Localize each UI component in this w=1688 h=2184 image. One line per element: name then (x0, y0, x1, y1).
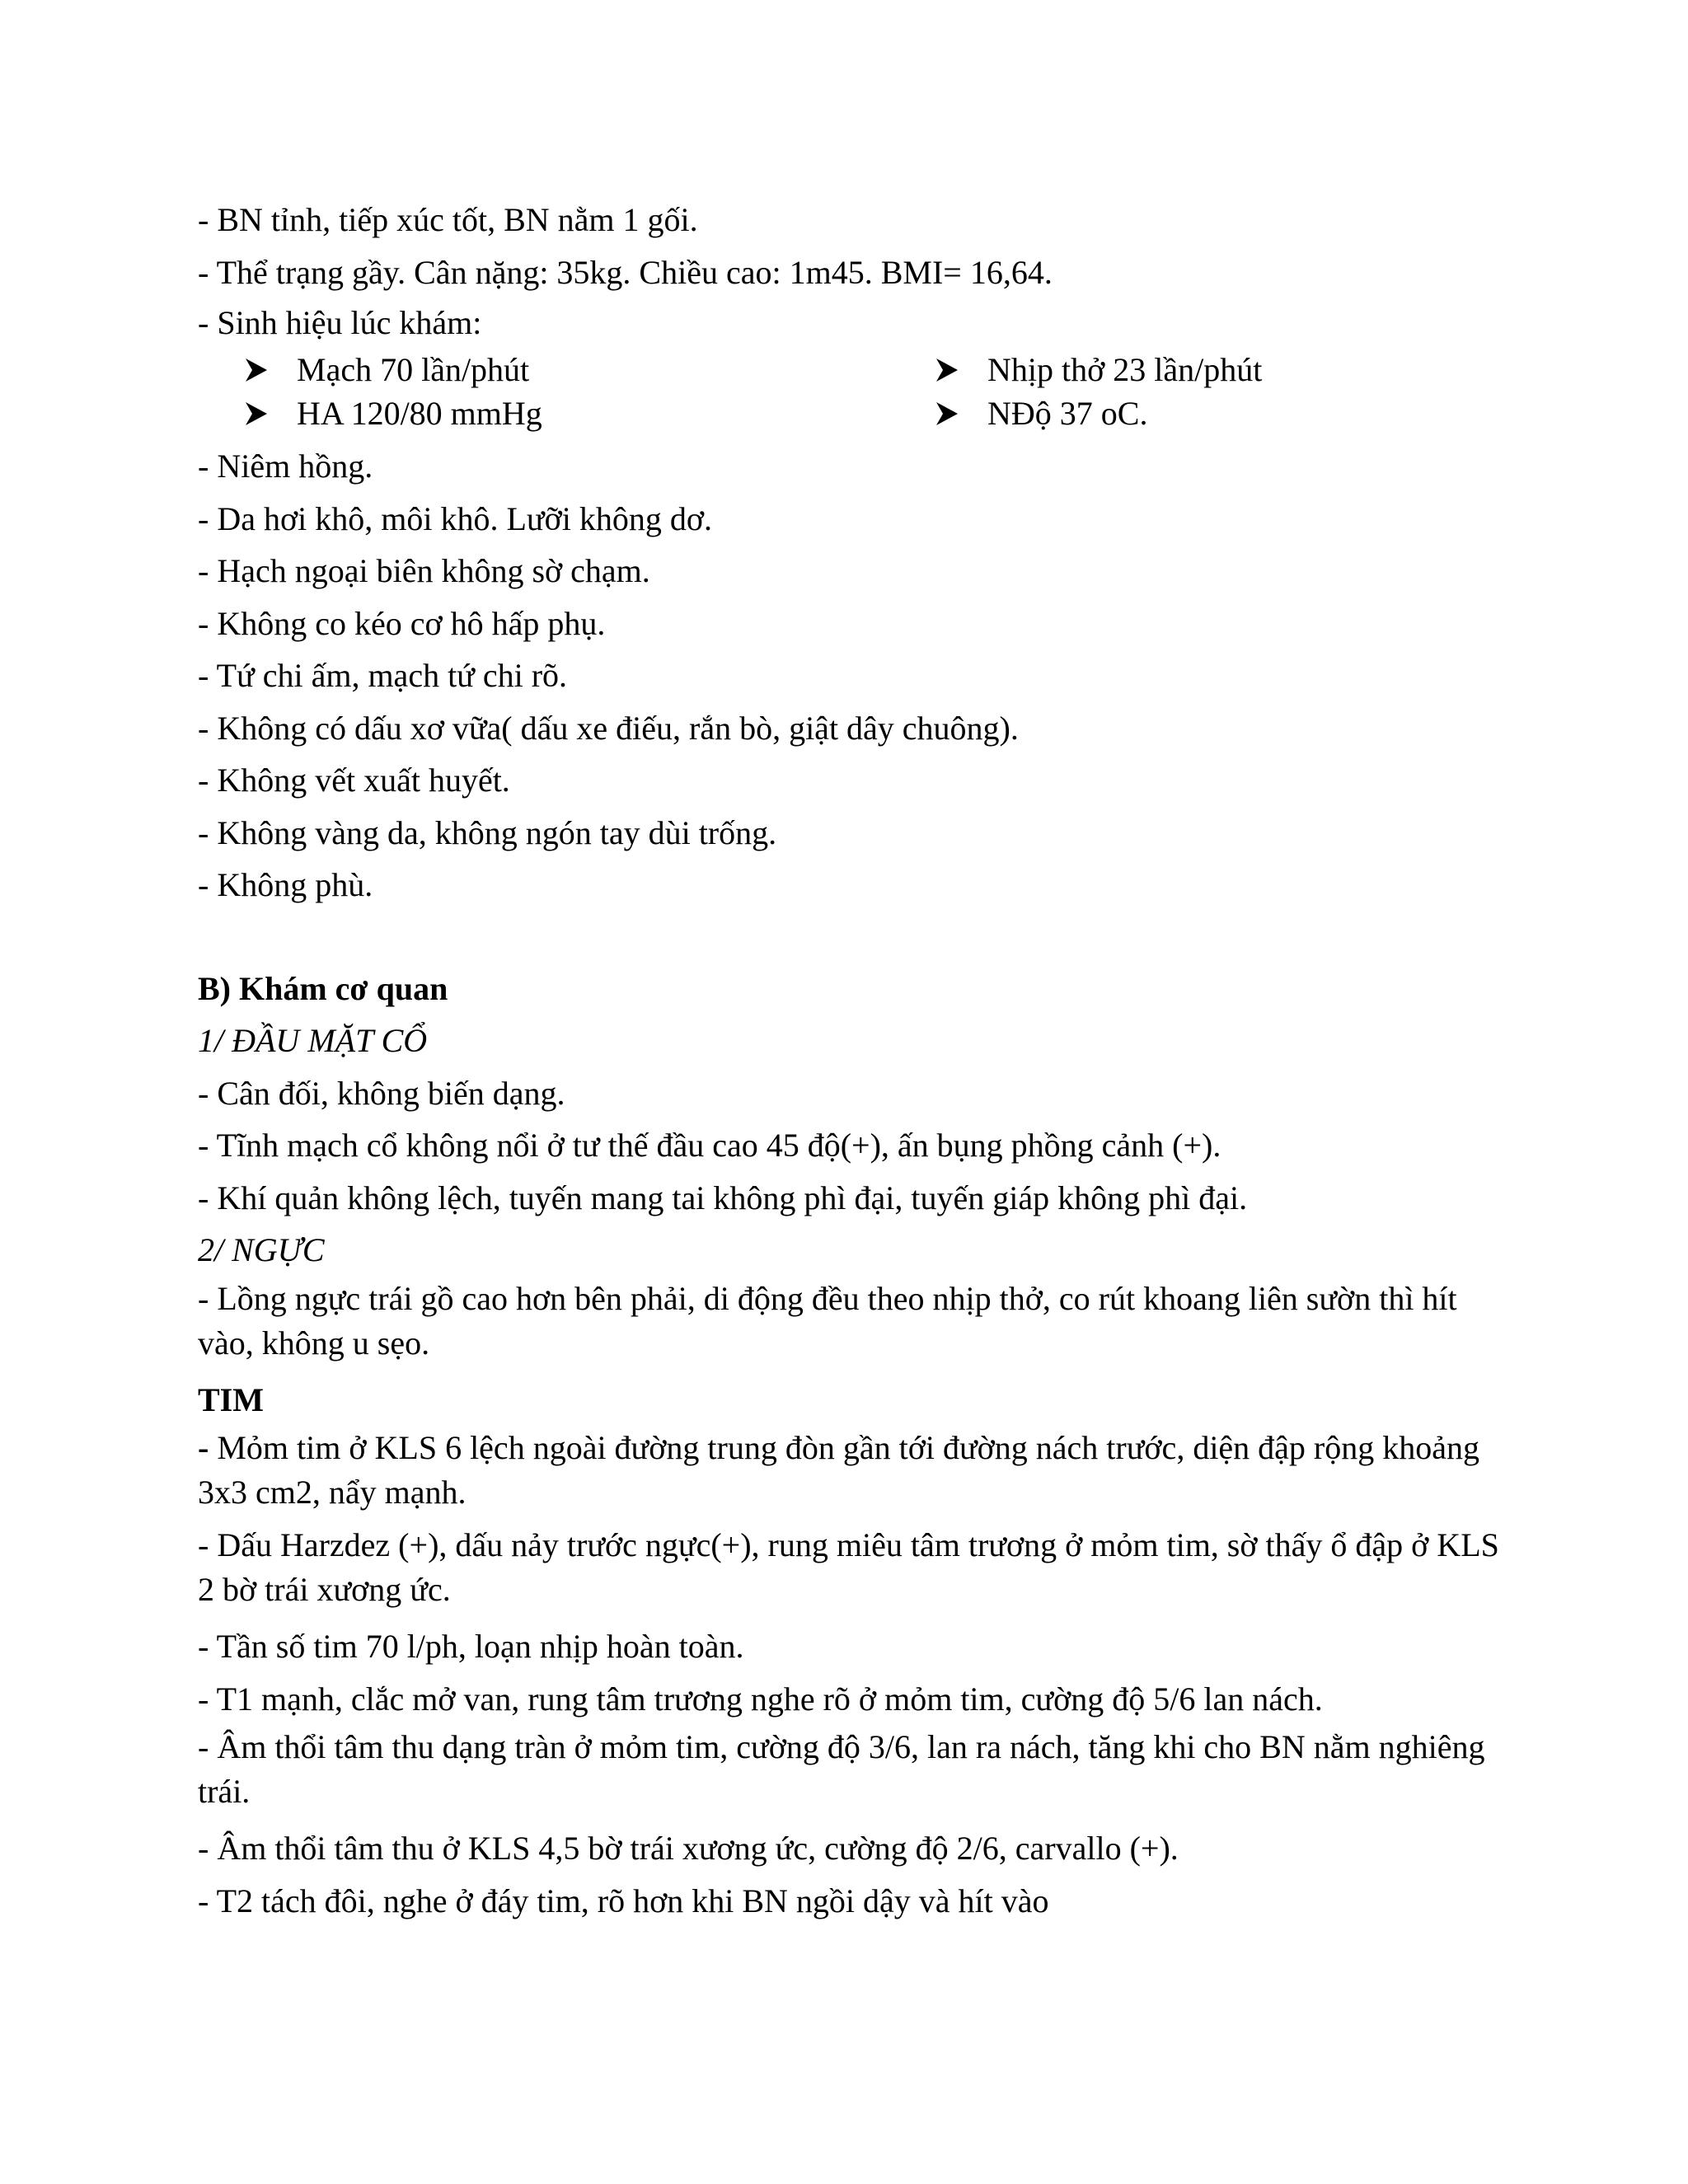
text-line: - Khí quản không lệch, tuyến mang tai không phì đại, tuyến giáp không phì đại. (198, 1179, 1248, 1216)
text-line: - Không co kéo cơ hô hấp phụ. (198, 604, 606, 642)
vital-item (244, 391, 935, 435)
text-line: - Da hơi khô, môi khô. Lưỡi không dơ. (198, 499, 712, 537)
paragraph (198, 1426, 1500, 1515)
paragraph: - Âm thổi tâm thu dạng tràn ở mỏm tim, cường độ 3/6, lan ra nách, tăng khi cho BN nằm nghiêng trái. (198, 1728, 1485, 1810)
vital-item (935, 391, 1500, 435)
text-line: - BN tỉnh, tiếp xúc tốt, BN nằm 1 gối. (198, 201, 698, 238)
vital-text: Nhịp thở 23 lần/phút (987, 351, 1263, 388)
vital-signs-list (244, 348, 1500, 435)
subsection-heading: TIM (198, 1380, 264, 1418)
text-line: - Niêm hồng. (198, 448, 373, 485)
vital-text: Mạch 70 lần/phút (297, 351, 530, 388)
arrow-bullet-icon (244, 401, 269, 427)
text-line: - T2 tách đôi, nghe ở đáy tim, rõ hơn khi BN ngồi dậy và hít vào (198, 1882, 1049, 1919)
arrow-bullet-icon (244, 357, 269, 383)
text-line: - Tứ chi ấm, mạch tứ chi rõ. (198, 657, 568, 694)
text-line: - T1 mạnh, clắc mở van, rung tâm trương nghe rõ ở mỏm tim, cường độ 5/6 lan nách. (198, 1680, 1323, 1718)
arrow-bullet-icon (935, 401, 959, 427)
text-line: - Không vàng da, không ngón tay dùi trống. (198, 813, 777, 851)
dash: - (198, 1429, 209, 1466)
text-line: - Âm thổi tâm thu ở KLS 4,5 bờ trái xương ức, cường độ 2/6, carvallo (+). (198, 1830, 1179, 1867)
vital-text: HA 120/80 mmHg (297, 395, 542, 432)
text-line: - Cân đối, không biến dạng. (198, 1074, 565, 1112)
vital-item (935, 348, 1500, 391)
text-line: - Tần số tim 70 l/ph, loạn nhịp hoàn toàn. (198, 1628, 744, 1665)
section-heading: B) Khám cơ quan (198, 969, 448, 1007)
paragraph: - Dấu Harzdez (+), dấu nảy trước ngực(+), rung miêu tâm trương ở mỏm tim, sờ thấy ổ đập ở KLS 2 bờ trái xương ức. (198, 1526, 1499, 1608)
text-line: - Thể trạng gầy. Cân nặng: 35kg. Chiều cao: 1m45. BMI= 16,64. (198, 253, 1053, 291)
text-line: - Không phù. (198, 866, 373, 903)
paragraph-text: Mỏm tim ở KLS 6 lệch ngoài đường trung đòn gần tới đường nách trước, diện đập rộng khoảng 3x3 cm2, nẩy mạnh. (198, 1429, 1480, 1511)
text-line: - Sinh hiệu lúc khám: (198, 304, 482, 341)
subsection-heading: 1/ ĐẦU MẶT CỔ (198, 1022, 428, 1059)
document-page (198, 194, 1500, 1927)
text-line: - Tĩnh mạch cổ không nổi ở tư thế đầu cao 45 độ(+), ấn bụng phồng cảnh (+). (198, 1127, 1221, 1164)
text-line: - Không có dấu xơ vữa( dấu xe điếu, rắn bò, giật dây chuông). (198, 709, 1019, 747)
subsection-heading: 2/ NGỰC (198, 1231, 325, 1268)
vital-item (244, 348, 935, 391)
paragraph: - Lồng ngực trái gồ cao hơn bên phải, di động đều theo nhịp thở, co rút khoang liên sườn thì hít vào, không u sẹo. (198, 1279, 1457, 1361)
text-line: - Không vết xuất huyết. (198, 762, 510, 799)
text-line: - Hạch ngoại biên không sờ chạm. (198, 552, 650, 589)
spacer (198, 912, 1500, 963)
arrow-bullet-icon (935, 357, 959, 383)
vital-text: NĐộ 37 oC. (987, 395, 1148, 432)
